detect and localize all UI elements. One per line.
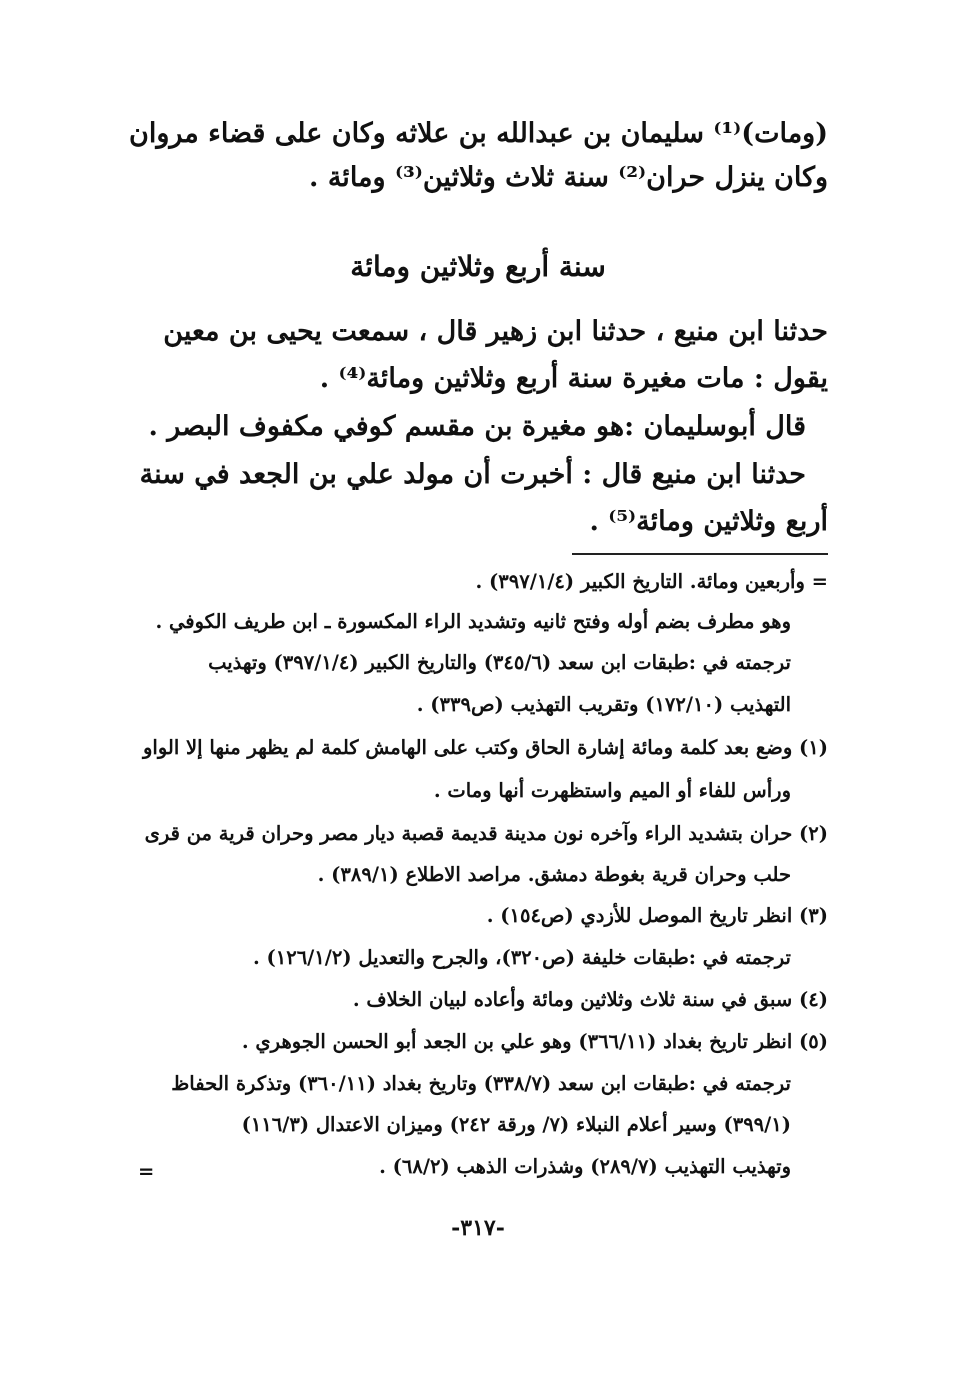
footnote-line: = وأربعين ومائة. التاريخ الكبير (٣٩٧/١/٤) . [475, 570, 828, 593]
footnote-line: (٣٩٩/١) وسير أعلام النبلاء (٧/ ورقة ٢٤٢) وميزان الاعتدال (١١٦/٣) [241, 1113, 791, 1136]
footnote-line: حلب وحران قرية بغوطة دمشق. مراصد الاطلاع (٣٨٩/١) . [317, 863, 791, 886]
footnote-line: وهو مطرف بضم أوله وفتح ثانيه وتشديد الراء المكسورة ـ ابن طريف الكوفي . [155, 610, 791, 633]
section-heading: سنة أربع وثلاثين ومائة [350, 250, 606, 283]
main-text-line: حدثنا ابن منيع قال : أخبرت أن مولد علي بن الجعد في سنة [139, 459, 806, 490]
footnote-line: ترجمته في :طبقات خليفة (ص٣٢٠)، والجرح والتعديل (١٢٦/١/٢) . [252, 946, 791, 969]
continuation-mark: = [138, 1160, 155, 1183]
main-text-line: (ومات)⁽¹⁾ سليمان بن عبدالله بن علاثه وكان على قضاء مروان [129, 118, 828, 149]
footnote-line: (٣) انظر تاريخ الموصل للأزدي (ص١٥٤) . [486, 904, 828, 927]
main-text-line: أربع وثلاثين ومائة⁽⁵⁾ . [589, 506, 828, 537]
main-text-line: وكان ينزل حران⁽²⁾ سنة ثلاث وثلاثين⁽³⁾ ومائة . [309, 162, 828, 193]
main-text-line: يقول : مات مغيرة سنة أربع وثلاثين ومائة⁽⁴⁾ . [319, 363, 828, 394]
footnote-line: (٥) انظر تاريخ بغداد (٣٦٦/١١) وهو علي بن الجعد أبو الحسن الجوهري . [241, 1030, 828, 1053]
footnote-line: (٤) سبق في سنة ثلاث وثلاثين ومائة وأعاده لبيان الخلاف . [352, 988, 828, 1011]
footnote-line: ورأس للفاء أو الميم واستظهرت أنها ومات . [433, 779, 791, 802]
main-text-line: حدثنا ابن منيع ، حدثنا ابن زهير قال ، سمعت يحيى بن معين [163, 316, 828, 347]
footnote-line: ترجمته في :طبقات ابن سعد (٣٣٨/٧) وتاريخ بغداد (٣٦٠/١١) وتذكرة الحفاظ [171, 1072, 791, 1095]
footnote-line: وتهذيب التهذيب (٢٨٩/٧) وشذرات الذهب (٦٨/٢) . [379, 1155, 791, 1178]
footnote-line: ترجمته في :طبقات ابن سعد (٣٤٥/٦) والتاريخ الكبير (٣٩٧/١/٤) وتهذيب [208, 651, 791, 674]
footnote-separator [572, 553, 828, 555]
footnote-line: التهذيب (١٧٢/١٠) وتقريب التهذيب (ص٣٣٩) . [416, 693, 791, 716]
page-number: -٣١٧- [451, 1215, 505, 1241]
main-text-line: قال أبوسليمان :هو مغيرة بن مقسم كوفي مكفوف البصر . [148, 411, 806, 442]
footnote-line: (١) وضع بعد كلمة ومائة إشارة الحاق وكتب على الهامش كلمة لم يظهر منها إلا الواو [143, 736, 828, 759]
footnote-line: (٢) حران بتشديد الراء وآخره نون مدينة قديمة قصبة ديار مصر وحران قرية من قرى [144, 822, 828, 845]
